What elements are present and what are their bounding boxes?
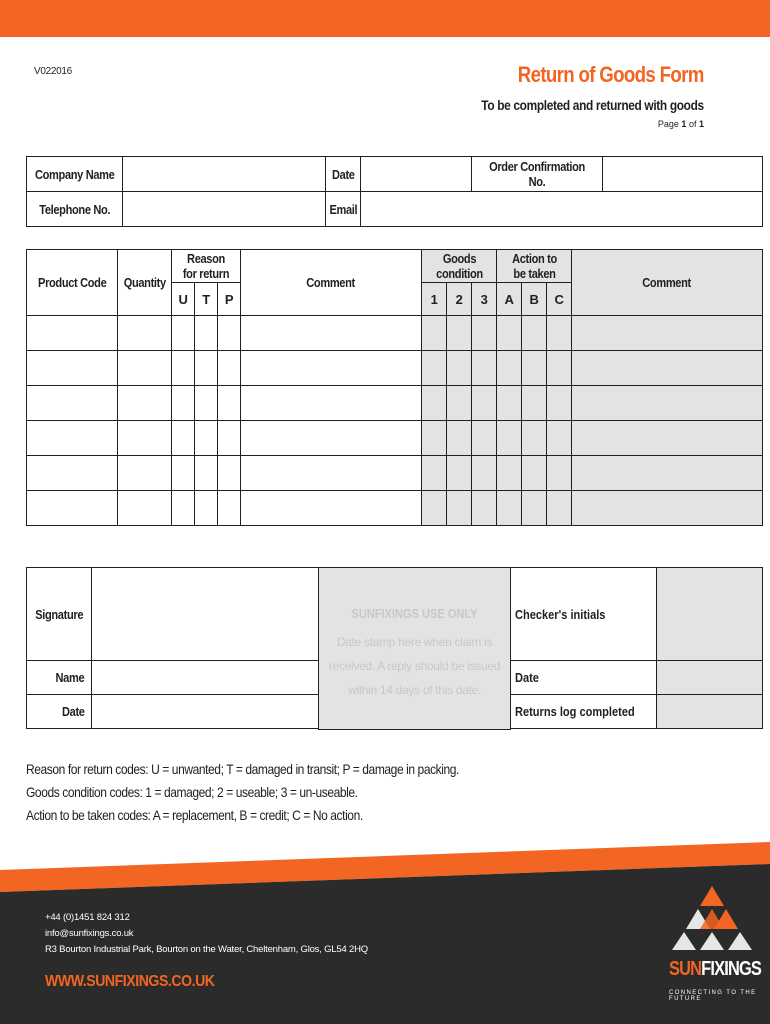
company-name-label: Company Name <box>27 157 123 192</box>
item-row[interactable] <box>27 491 763 526</box>
order-confirmation-field[interactable] <box>603 157 763 192</box>
sunfixings-use-only-box <box>318 567 511 730</box>
date-field[interactable] <box>361 157 472 192</box>
telephone-label: Telephone No. <box>27 192 123 227</box>
condition-code-3: 3 <box>472 283 497 316</box>
contact-email: info@sunfixings.co.uk <box>45 928 134 939</box>
reason-code-u: U <box>172 283 195 316</box>
reason-header: Reason for return <box>172 250 241 283</box>
returns-log-label: Returns log completed <box>511 695 657 729</box>
customer-details-table <box>26 156 763 227</box>
item-row[interactable] <box>27 386 763 421</box>
action-codes-note: Action to be taken codes: A = replacement, B = credit; C = No action. <box>26 807 363 823</box>
action-code-c: C <box>547 283 572 316</box>
condition-codes-note: Goods condition codes: 1 = damaged; 2 = useable; 3 = un-useable. <box>26 784 358 800</box>
version-code: V022016 <box>34 66 72 77</box>
action-code-a: A <box>497 283 522 316</box>
checker-initials-label: Checker's initials <box>511 568 657 661</box>
website-link[interactable]: WWW.SUNFIXINGS.CO.UK <box>45 973 215 990</box>
item-row[interactable] <box>27 421 763 456</box>
reason-code-p: P <box>218 283 241 316</box>
top-orange-bar <box>0 0 770 37</box>
action-code-b: B <box>522 283 547 316</box>
signature-label: Signature <box>27 568 92 661</box>
contact-details <box>45 910 368 958</box>
use-only-text: Date stamp here when claim is received. A reply should be issued within 14 days of this date. <box>328 635 501 697</box>
checker-date-label: Date <box>511 661 657 695</box>
action-header: Action to be taken <box>497 250 572 283</box>
item-row[interactable] <box>27 456 763 491</box>
reason-codes-note: Reason for return codes: U = unwanted; T = damaged in transit; P = damage in packing. <box>26 761 459 777</box>
form-subtitle: To be completed and returned with goods <box>481 97 704 113</box>
comment2-header: Comment <box>572 250 763 316</box>
sunfixings-logo-icon <box>672 884 752 952</box>
condition-code-1: 1 <box>422 283 447 316</box>
checker-date-field[interactable] <box>656 661 762 695</box>
item-row[interactable] <box>27 316 763 351</box>
signoff-date-field[interactable] <box>92 695 319 729</box>
use-only-title: SUNFIXINGS USE ONLY <box>351 606 478 621</box>
order-confirmation-label: Order Confirmation No. <box>472 157 603 192</box>
item-row[interactable] <box>27 351 763 386</box>
quantity-header: Quantity <box>118 250 172 316</box>
date-label: Date <box>326 157 361 192</box>
company-name-field[interactable] <box>123 157 326 192</box>
signature-field[interactable] <box>92 568 319 661</box>
signoff-date-label: Date <box>27 695 92 729</box>
code-notes <box>26 758 529 827</box>
returns-log-field[interactable] <box>656 695 762 729</box>
reason-code-t: T <box>195 283 218 316</box>
contact-address: R3 Bourton Industrial Park, Bourton on the Water, Cheltenham, Glos, GL54 2HQ <box>45 944 368 955</box>
telephone-field[interactable] <box>123 192 326 227</box>
page-number: Page 1 of 1 <box>657 119 704 129</box>
contact-phone: +44 (0)1451 824 312 <box>45 912 130 923</box>
signoff-table-left <box>26 567 319 729</box>
name-label: Name <box>27 661 92 695</box>
condition-code-2: 2 <box>447 283 472 316</box>
signoff-table-right <box>510 567 763 729</box>
email-field[interactable] <box>361 192 763 227</box>
checker-initials-field[interactable] <box>656 568 762 661</box>
comment-header: Comment <box>241 250 422 316</box>
product-code-header: Product Code <box>27 250 118 316</box>
email-label: Email <box>326 192 361 227</box>
form-title: Return of Goods Form <box>518 62 704 87</box>
items-table <box>26 249 763 526</box>
brand-tagline: CONNECTING TO THE FUTURE <box>669 990 757 1002</box>
name-field[interactable] <box>92 661 319 695</box>
brand-name: SUNFIXINGS <box>669 958 762 980</box>
goods-condition-header: Goods condition <box>422 250 497 283</box>
